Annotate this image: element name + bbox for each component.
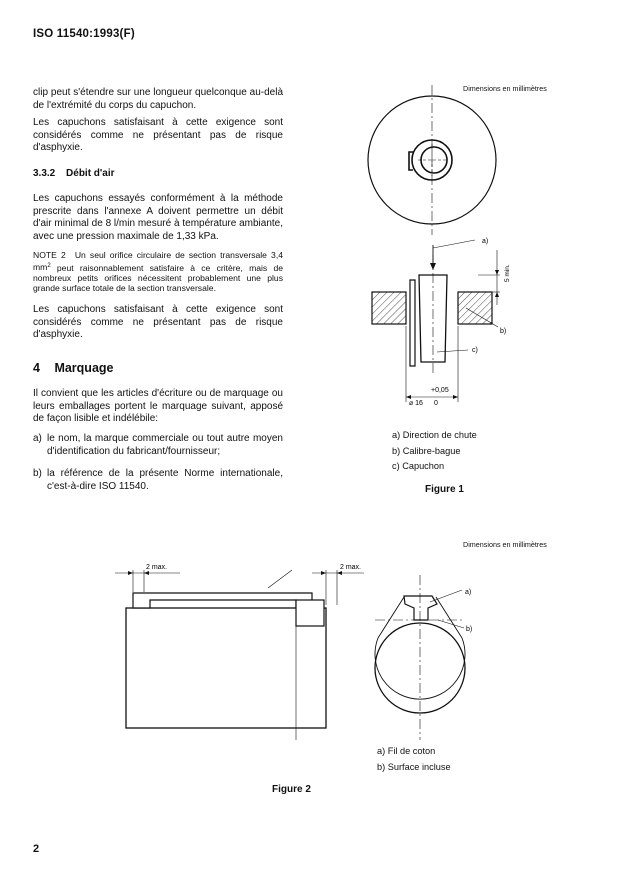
legend-marker: c) [392, 461, 400, 471]
section-title: Débit d'air [66, 168, 115, 179]
figure1-callout-a: a) [482, 238, 489, 245]
list-marker: a) [33, 433, 42, 444]
figure2-dim-right: 2 max. [340, 564, 362, 571]
figure2-callout-b: b) [466, 626, 473, 633]
paragraph-asphyxia-2: Les capuchons satisfaisant à cette exigence sont considérés comme ne présentant pas de risque d'asphyxie. [33, 304, 283, 340]
note-label: NOTE 2 [33, 250, 66, 260]
figure2-caption: Figure 2 [272, 784, 311, 795]
figure2-dimensions-note: Dimensions en millimètres [463, 540, 547, 549]
figure1-callout-b: b) [500, 328, 507, 335]
list-text: la référence de la présente Norme internationale, c'est-à-dire ISO 11540. [47, 468, 283, 492]
list-marker: b) [33, 468, 42, 479]
legend-text: Direction de chute [402, 430, 477, 440]
note-text-2: peut raisonnablement satisfaire à ce critère, mais de nombreux petits orifices nécessitent probablement une plus grande surface totale de la section transversale. [33, 262, 283, 294]
paragraph-marking: Il convient que les articles d'écriture ou de marquage ou leurs emballages portent le marquage suivant, apposé de façon lisible et indélébile: [33, 388, 283, 424]
figure1-dim-5min: 5 min. [504, 264, 511, 282]
legend-text: Surface incluse [387, 761, 451, 772]
paragraph-asphyxia-1: Les capuchons satisfaisant à cette exigence sont considérés comme ne présentant pas de risque d'asphyxie. [33, 117, 283, 153]
figure1-tol-plus: +0,05 [431, 387, 449, 394]
legend-item [377, 744, 451, 760]
section-title: Marquage [54, 361, 114, 375]
legend-marker: b) [377, 761, 386, 772]
leader-a-fig2 [430, 590, 462, 602]
note-text-1: Un seul orifice circulaire de section transversale 3,4 mm [33, 250, 283, 273]
legend-marker: b) [392, 445, 401, 456]
note-superscript: 2 [47, 262, 51, 269]
legend-marker: a) [377, 746, 386, 756]
figure1-caption: Figure 1 [425, 484, 464, 495]
legend-marker: a) [392, 430, 401, 440]
figure1-tol-zero: 0 [434, 400, 438, 407]
figure1-dimensions-note: Dimensions en millimètres [463, 84, 547, 93]
section-number: 4 [33, 361, 40, 375]
legend-text: Capuchon [402, 461, 445, 471]
legend-text: Calibre-bague [402, 445, 461, 456]
paragraph-air-flow: Les capuchons essayés conformément à la méthode prescrite dans l'annexe A doivent permettre un débit d'air minimal de 8 l/min mesuré à température ambiante, avec une pression maximale de 1,33 kPa. [33, 193, 283, 242]
figure2-dim-left: 2 max. [146, 564, 168, 571]
clip-end-profile [404, 596, 437, 620]
clip-tip [296, 600, 324, 626]
document-id: ISO 11540:1993(F) [33, 28, 135, 40]
figure2-legend [377, 744, 451, 775]
figure2-callout-a: a) [465, 589, 472, 596]
figure1-dia-label: ⌀ 16 [409, 400, 423, 407]
figure1-callout-c: c) [472, 347, 478, 354]
clip-side [133, 593, 312, 608]
page-number: 2 [33, 843, 40, 855]
legend-text: Fil de coton [387, 746, 436, 756]
slanted-ref [268, 570, 292, 588]
section-number: 3.3.2 [33, 168, 56, 179]
list-text: le nom, la marque commerciale ou tout autre moyen d'identification du fabricant/fournisseur; [47, 433, 283, 457]
legend-item [377, 760, 451, 776]
paragraph-clip: clip peut s'étendre sur une longueur quelconque au-delà de l'extrémité du corps du capuchon. [33, 87, 283, 111]
